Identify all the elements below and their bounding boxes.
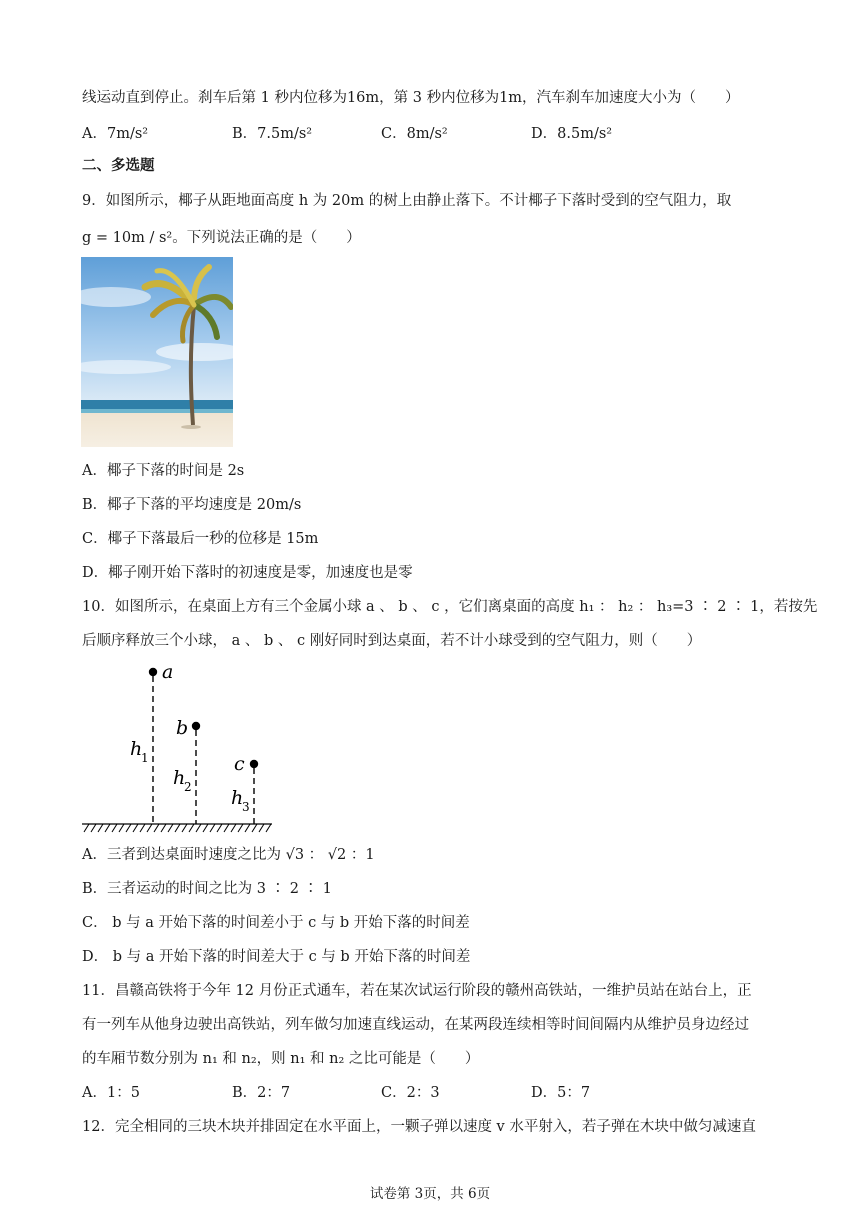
q12-stem-line1: 12．完全相同的三块木块并排固定在水平面上，一颗子弹以速度 v 水平射入，若子弹在木块中做匀减速直: [82, 1119, 756, 1135]
q10-stem-line2: 后顺序释放三个小球， a 、 b 、 c 刚好同时到达桌面，若不计小球受到的空气阻力，则（ ）: [82, 633, 702, 649]
q9-option-c: C．椰子下落最后一秒的位移是 15m: [82, 531, 319, 547]
label-a: a: [162, 661, 174, 683]
label-b: b: [176, 717, 189, 739]
label-h2-sub: 2: [184, 780, 192, 794]
label-c: c: [234, 753, 245, 775]
ball-b: [192, 722, 200, 730]
q10-option-d: D． b 与 a 开始下落的时间差大于 c 与 b 开始下落的时间差: [82, 949, 471, 965]
ball-a: [149, 668, 157, 676]
q10-option-b: B．三者运动的时间之比为 3 ∶ 2 ∶ 1: [82, 881, 332, 897]
label-h1-sub: 1: [141, 751, 149, 765]
q11-option-d: D．5：7: [531, 1085, 591, 1101]
section-heading: 二、多选题: [82, 157, 155, 174]
q8-option-a: A．7m/s²: [82, 126, 149, 142]
q9-stem-line1: 9．如图所示，椰子从距地面高度 h 为 20m 的树上由静止落下。不计椰子下落时受到的空气阻力，取: [82, 193, 732, 209]
q9-option-b: B．椰子下落的平均速度是 20m/s: [82, 497, 302, 513]
q8-option-d: D．8.5m/s²: [531, 126, 613, 142]
label-h2: h: [173, 767, 186, 789]
q9-option-a: A．椰子下落的时间是 2s: [82, 463, 245, 479]
palm-tree-photo: [81, 257, 233, 447]
q8-continuation: 线运动直到停止。刹车后第 1 秒内位移为16m，第 3 秒内位移为1m，汽车刹车加速度大小为（ ）: [82, 90, 740, 106]
q11-options: [82, 1083, 782, 1103]
q11-stem-line2: 有一列车从他身边驶出高铁站，列车做匀加速直线运动，在某两段连续相等时间间隔内从维护员身边经过: [82, 1017, 749, 1033]
q11-option-a: A．1：5: [82, 1085, 140, 1101]
falling-balls-diagram: [80, 658, 280, 836]
ball-c: [250, 760, 258, 768]
page-footer: 试卷第 3页，共 6页: [369, 1186, 491, 1202]
q10-stem-line1: 10．如图所示，在桌面上方有三个金属小球 a 、 b 、 c ，它们离桌面的高度 h₁ ： h₂ ： h₃=3 ∶ 2 ∶ 1，若按先: [82, 599, 818, 615]
q10-option-c: C． b 与 a 开始下落的时间差小于 c 与 b 开始下落的时间差: [82, 915, 470, 931]
q11-stem-line1: 11．昌赣高铁将于今年 12 月份正式通车，若在某次试运行阶段的赣州高铁站，一维护员站在站台上，正: [82, 983, 752, 999]
q11-option-c: C．2：3: [381, 1085, 440, 1101]
q9-stem-line2: g = 10m / s²。下列说法正确的是（ ）: [82, 230, 361, 246]
q10-option-a: A．三者到达桌面时速度之比为 √3 ： √2 ：1: [82, 847, 375, 863]
q8-option-c: C．8m/s²: [381, 126, 448, 142]
label-h3: h: [231, 787, 244, 809]
label-h1: h: [130, 738, 143, 760]
q8-option-b: B．7.5m/s²: [232, 126, 313, 142]
label-h3-sub: 3: [242, 800, 250, 814]
q9-option-d: D．椰子刚开始下落时的初速度是零，加速度也是零: [82, 565, 413, 581]
q8-options: [82, 124, 782, 144]
q11-stem-line3: 的车厢节数分别为 n₁ 和 n₂，则 n₁ 和 n₂ 之比可能是（ ）: [82, 1051, 480, 1067]
ground-hatch: [82, 824, 272, 832]
q11-option-b: B．2：7: [232, 1085, 291, 1101]
